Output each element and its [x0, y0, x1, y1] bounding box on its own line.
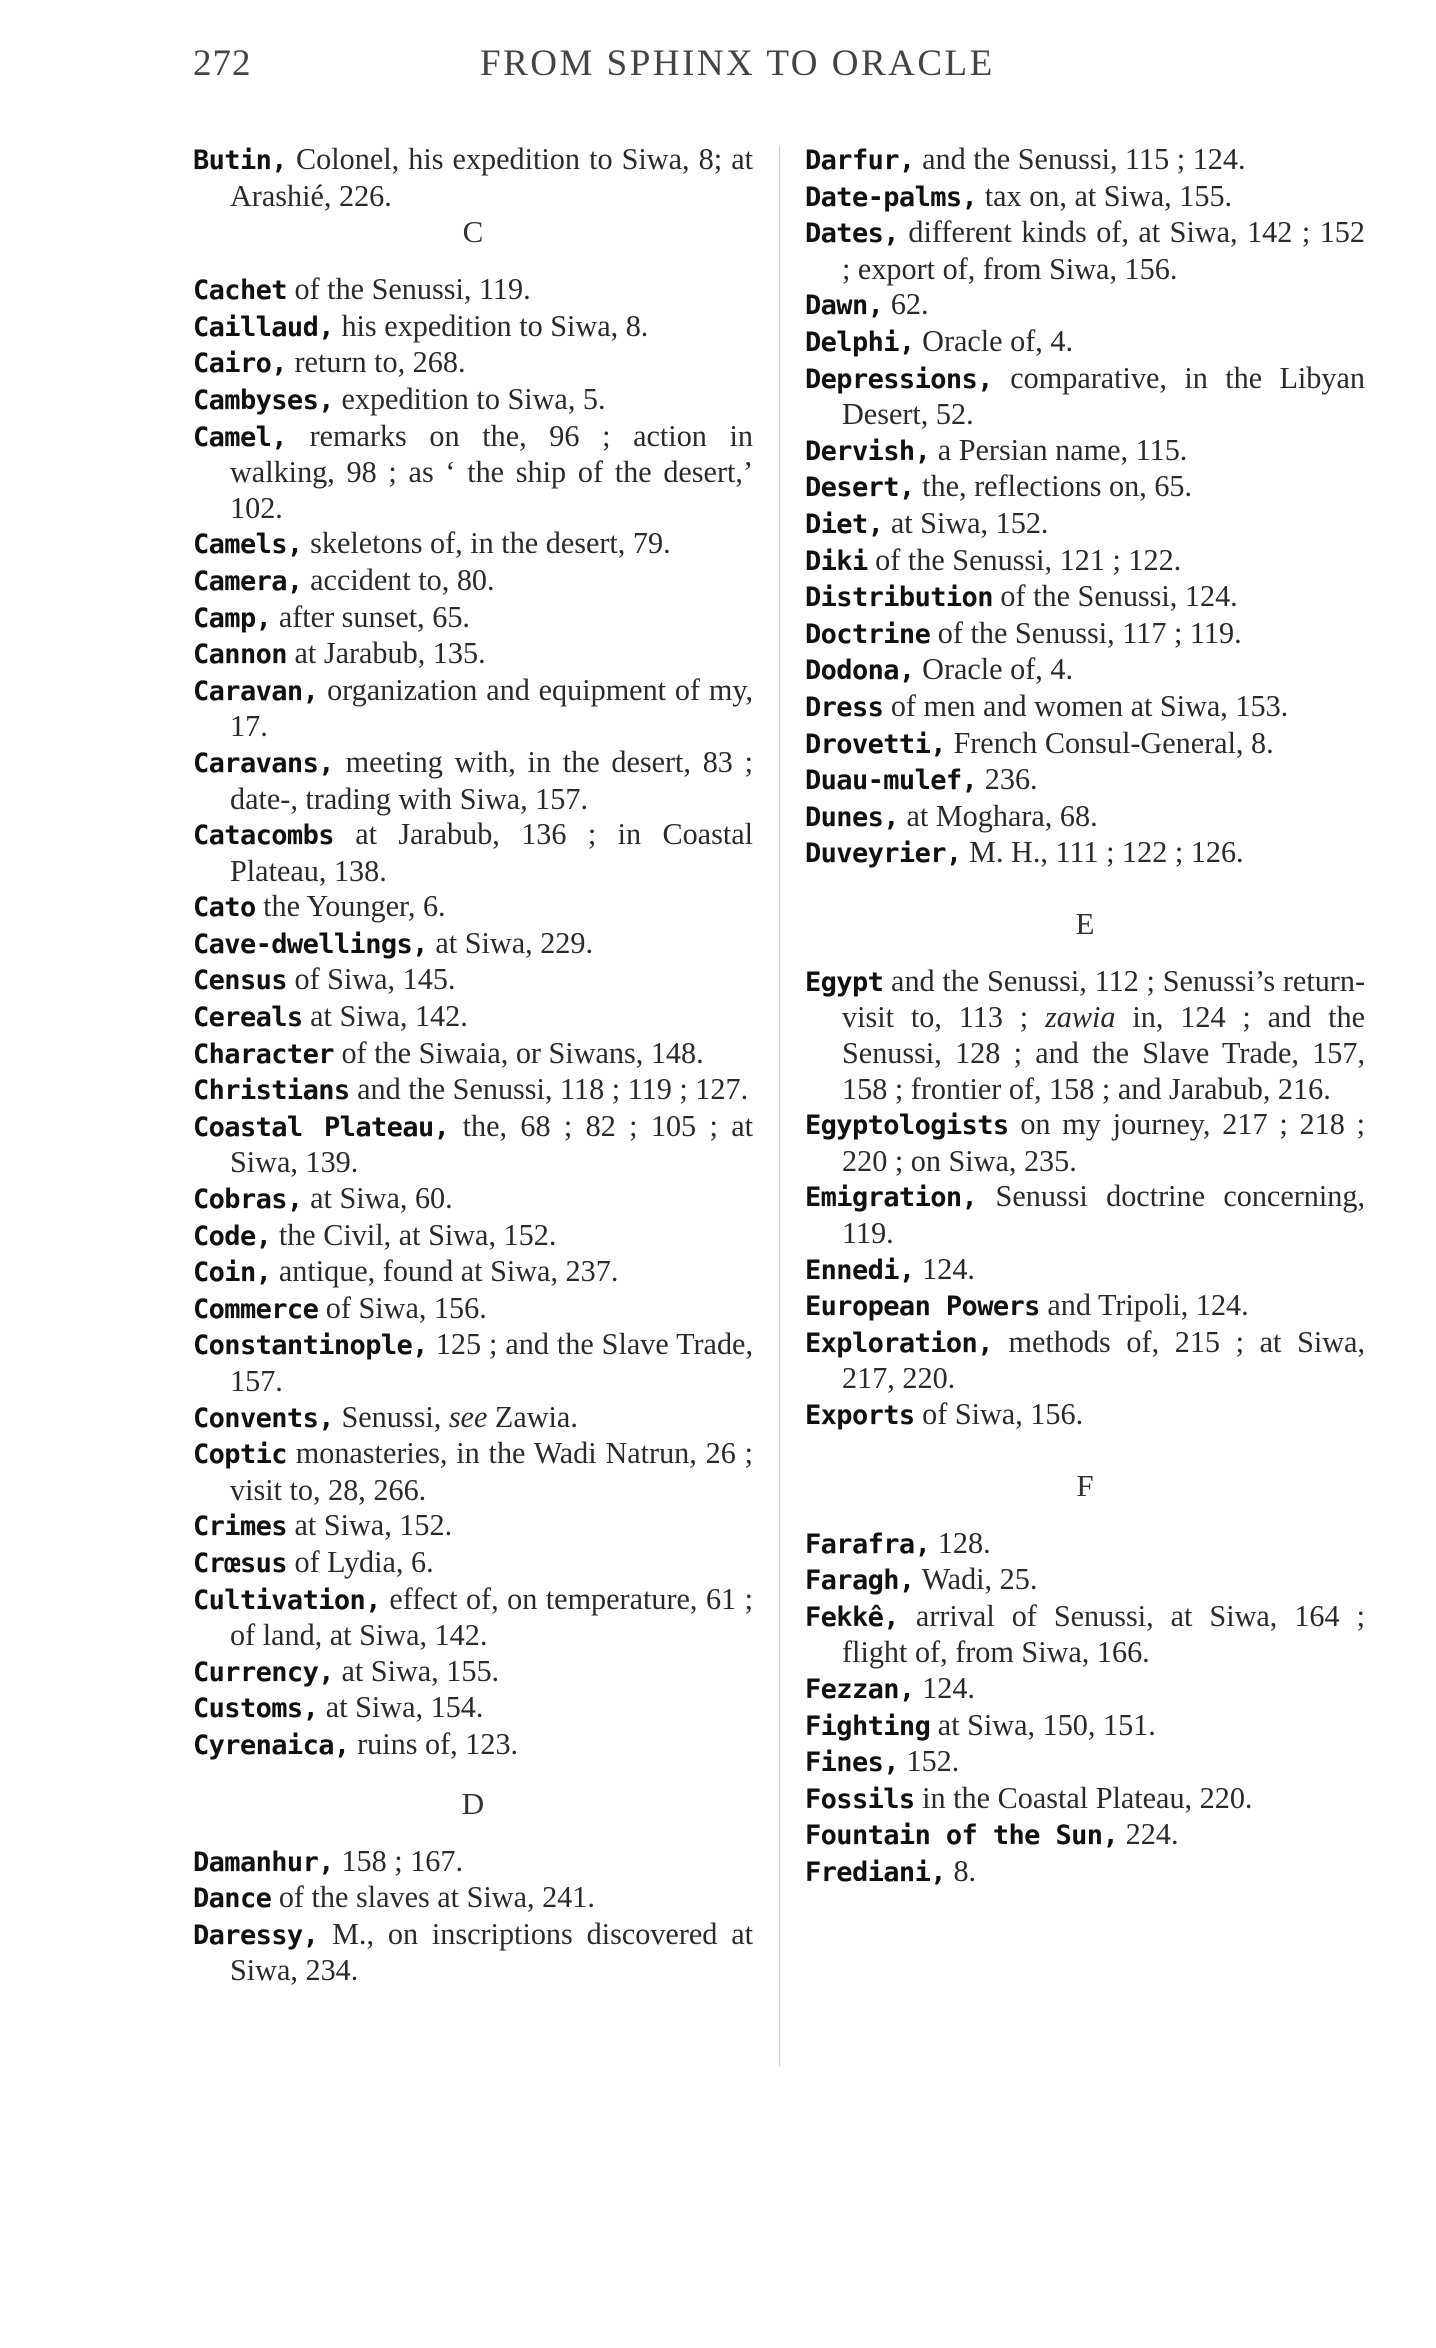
- index-references: Wadi, 25.: [914, 1562, 1038, 1597]
- index-entry: [193, 1436, 753, 1508]
- index-references: organization and equipment of my, 17.: [230, 672, 753, 744]
- index-term: Doctrine: [805, 618, 931, 650]
- index-entry: [193, 817, 753, 889]
- index-term: Customs,: [193, 1693, 319, 1725]
- index-entry: [193, 962, 753, 999]
- index-term: Dance: [193, 1883, 272, 1915]
- index-references: in the Coastal Plateau, 220.: [914, 1780, 1253, 1815]
- index-references: at Siwa, 152.: [286, 1508, 453, 1543]
- index-term: Cobras,: [193, 1184, 303, 1216]
- index-references: 124.: [914, 1670, 975, 1705]
- index-term: Constantinople,: [193, 1330, 428, 1362]
- index-entry: [193, 345, 753, 382]
- index-entry: [193, 636, 753, 673]
- index-term: Delphi,: [805, 326, 915, 358]
- index-term: Cultivation,: [193, 1584, 381, 1616]
- index-references: and the Senussi, 118 ; 119 ; 127.: [349, 1072, 749, 1107]
- index-entry: [193, 1844, 753, 1881]
- index-references: of the Siwaia, or Siwans, 148.: [333, 1035, 704, 1070]
- column-divider: [779, 146, 780, 2066]
- index-entry: [805, 361, 1365, 433]
- running-title: FROM SPHINX TO ORACLE: [480, 43, 995, 84]
- index-entry: [805, 1325, 1365, 1397]
- index-term: Dress: [805, 691, 884, 723]
- index-references: Senussi,: [333, 1399, 449, 1434]
- index-references: 152.: [898, 1744, 960, 1779]
- index-term: Coastal Plateau,: [193, 1111, 450, 1143]
- index-entry: [805, 1179, 1365, 1251]
- index-references: of the Senussi, 117 ; 119.: [930, 615, 1242, 650]
- index-term: Daressy,: [193, 1919, 319, 1951]
- index-references: Colonel, his expedition to Siwa, 8; at Arashié, 226.: [230, 142, 753, 213]
- index-term: Coptic: [193, 1439, 287, 1471]
- index-term: Drovetti,: [805, 728, 946, 760]
- index-term: Christians: [193, 1075, 350, 1107]
- index-term: European Powers: [805, 1291, 1040, 1323]
- index-entry: [805, 469, 1365, 506]
- index-references: at Siwa, 152.: [883, 505, 1049, 540]
- index-entry: [805, 616, 1365, 653]
- index-references: of Siwa, 156.: [318, 1290, 487, 1325]
- index-term: Egypt: [805, 966, 884, 998]
- index-term: Camera,: [193, 565, 303, 597]
- index-term: Duau-mulef,: [805, 765, 978, 797]
- index-references: of the Senussi, 124.: [992, 579, 1238, 614]
- index-entry: [805, 1744, 1365, 1781]
- index-term: Dodona,: [805, 655, 915, 687]
- index-references: remarks on the, 96 ; action in walking, 98 ; as ‘ the ship of the desert,’ 102.: [230, 418, 753, 525]
- index-term: Cave-dwellings,: [193, 928, 428, 960]
- zawia-word: zawia: [1045, 1000, 1116, 1035]
- index-references: at Siwa, 60.: [302, 1181, 453, 1216]
- index-term: Damanhur,: [193, 1846, 334, 1878]
- index-term: Currency,: [193, 1656, 334, 1688]
- index-term: Camels,: [193, 529, 303, 561]
- index-references: expedition to Siwa, 5.: [333, 381, 606, 416]
- index-references: 125 ; and the Slave Trade, 157.: [230, 1327, 753, 1398]
- index-references: at Jarabub, 135.: [286, 636, 486, 671]
- index-entry: [193, 999, 753, 1036]
- index-references: French Consul-General, 8.: [945, 725, 1274, 760]
- index-references: meeting with, in the desert, 83 ; date-, trading with Siwa, 157.: [230, 744, 753, 816]
- index-entry: [805, 1562, 1365, 1599]
- index-term: Emigration,: [805, 1182, 978, 1214]
- index-entry: [805, 1107, 1365, 1179]
- index-term: Fighting: [805, 1710, 931, 1742]
- index-references: ruins of, 123.: [349, 1726, 519, 1761]
- index-references: return to, 268.: [286, 345, 466, 380]
- index-entry: [805, 215, 1365, 287]
- index-entry: [805, 506, 1365, 543]
- index-references: of men and women at Siwa, 153.: [883, 688, 1289, 723]
- index-entry: [193, 926, 753, 963]
- index-term: Cachet: [193, 275, 287, 307]
- index-entry: [805, 1671, 1365, 1708]
- index-entry: [805, 142, 1365, 179]
- index-entry: [805, 1817, 1365, 1854]
- index-references: 124.: [914, 1251, 975, 1286]
- index-entry: [193, 309, 753, 346]
- index-references: 224.: [1118, 1817, 1179, 1852]
- index-references: 62.: [883, 287, 929, 322]
- index-entry: [805, 324, 1365, 361]
- index-references: on my journey, 217 ; 218 ; 220 ; on Siwa, 235.: [842, 1107, 1365, 1178]
- index-references: antique, found at Siwa, 237.: [271, 1254, 619, 1289]
- index-term: Cairo,: [193, 348, 287, 380]
- index-entry: [805, 1252, 1365, 1289]
- index-term: Distribution: [805, 582, 993, 614]
- index-term: Commerce: [193, 1293, 319, 1325]
- section-letter-e: E: [1075, 905, 1095, 941]
- index-term: Dervish,: [805, 435, 931, 467]
- index-term: Fezzan,: [805, 1673, 915, 1705]
- index-references: of the slaves at Siwa, 241.: [271, 1880, 595, 1915]
- index-entry: [193, 1036, 753, 1073]
- index-entry: [805, 579, 1365, 616]
- index-term: Depressions,: [805, 363, 993, 395]
- index-entry: [193, 673, 753, 745]
- index-entry: [193, 1291, 753, 1328]
- index-references: Oracle of, 4.: [914, 652, 1074, 687]
- index-term: Fines,: [805, 1747, 899, 1779]
- page-number: 272: [193, 43, 252, 84]
- index-references: of Siwa, 156.: [914, 1397, 1084, 1431]
- index-entry: [193, 142, 753, 214]
- index-term: Cannon: [193, 639, 287, 671]
- index-term: Cato: [193, 892, 256, 924]
- index-references: a Persian name, 115.: [930, 432, 1188, 467]
- index-references: tax on, at Siwa, 155.: [977, 178, 1233, 213]
- section-letter-d: D: [461, 1785, 485, 1821]
- section-letter-c: C: [462, 214, 484, 250]
- index-references: methods of, 215 ; at Siwa, 217, 220.: [842, 1324, 1365, 1396]
- index-term: Dunes,: [805, 801, 899, 833]
- index-entry: [805, 1526, 1365, 1563]
- index-term: Camel,: [193, 421, 287, 453]
- index-term: Exports: [805, 1400, 915, 1431]
- index-entry: [805, 1708, 1365, 1745]
- index-references: at Siwa, 142.: [302, 999, 468, 1034]
- index-term: Ennedi,: [805, 1254, 915, 1286]
- index-term: Catacombs: [193, 820, 334, 852]
- index-references: Senussi doctrine concerning, 119.: [842, 1179, 1365, 1251]
- index-term: Coin,: [193, 1257, 272, 1289]
- index-references: of Lydia, 6.: [286, 1544, 434, 1579]
- index-entry: [193, 1218, 753, 1255]
- index-references: monasteries, in the Wadi Natrun, 26 ; visit to, 28, 266.: [230, 1436, 753, 1507]
- index-term: Frediani,: [805, 1856, 946, 1888]
- index-references: skeletons of, in the desert, 79.: [302, 526, 671, 561]
- index-references: his expedition to Siwa, 8.: [333, 308, 649, 343]
- index-term: Cyrenaica,: [193, 1729, 350, 1761]
- index-term: Dawn,: [805, 290, 884, 322]
- index-references: M. H., 111 ; 122 ; 126.: [961, 835, 1244, 870]
- index-entry: [805, 652, 1365, 689]
- index-entry: [805, 762, 1365, 799]
- index-references: and Tripoli, 124.: [1039, 1288, 1249, 1323]
- index-term: Character: [193, 1038, 334, 1070]
- index-references: 158 ; 167.: [333, 1843, 464, 1878]
- index-references: at Jarabub, 136 ; in Coastal Plateau, 138.: [230, 817, 753, 888]
- index-references: 128.: [930, 1525, 991, 1560]
- index-term: Cambyses,: [193, 384, 334, 416]
- index-entry: [805, 689, 1365, 726]
- index-entry: [193, 1181, 753, 1218]
- index-references: the Younger, 6.: [255, 889, 446, 924]
- index-entry: [805, 726, 1365, 763]
- index-term: Exploration,: [805, 1327, 993, 1359]
- index-references: the Civil, at Siwa, 152.: [271, 1217, 557, 1252]
- index-references: after sunset, 65.: [271, 599, 470, 634]
- index-entry: [193, 1508, 753, 1545]
- index-entry: [805, 433, 1365, 470]
- index-references: at Siwa, 150, 151.: [930, 1707, 1156, 1742]
- index-references: of the Senussi, 119.: [286, 272, 531, 307]
- index-term: Cereals: [193, 1002, 303, 1034]
- index-entry: [805, 1854, 1365, 1891]
- index-references: and the Senussi, 112 ; Senussi’s return-visit to, 113 ;: [842, 963, 1365, 1035]
- index-term: Crœsus: [193, 1547, 287, 1579]
- index-term: Convents,: [193, 1402, 334, 1434]
- index-term: Darfur,: [805, 145, 915, 176]
- index-term: Dates,: [805, 218, 899, 250]
- index-entry: [193, 745, 753, 817]
- index-entry: [193, 1880, 753, 1917]
- index-column-left: [193, 142, 753, 1989]
- index-references: the, 68 ; 82 ; 105 ; at Siwa, 139.: [230, 1108, 753, 1180]
- index-entry: [193, 1545, 753, 1582]
- index-term: Fekkê,: [805, 1601, 899, 1633]
- index-references: arrival of Senussi, at Siwa, 164 ; flight of, from Siwa, 166.: [842, 1598, 1365, 1670]
- index-references: of Siwa, 145.: [286, 962, 456, 997]
- index-entry: [805, 1599, 1365, 1671]
- index-term: Code,: [193, 1220, 272, 1252]
- index-entry: [193, 526, 753, 563]
- index-term: Egyptologists: [805, 1110, 1009, 1142]
- section-letter-f: F: [1076, 1467, 1094, 1503]
- index-references: Oracle of, 4.: [914, 323, 1074, 358]
- index-references: at Moghara, 68.: [898, 798, 1098, 833]
- index-entry: [805, 543, 1365, 580]
- index-references: the, reflections on, 65.: [914, 469, 1193, 504]
- index-entry: [193, 382, 753, 419]
- index-entry: [805, 1397, 1365, 1434]
- index-entry: [193, 1254, 753, 1291]
- index-term: Faragh,: [805, 1565, 915, 1597]
- index-references: accident to, 80.: [302, 562, 495, 597]
- index-entry: [193, 889, 753, 926]
- index-term: Caillaud,: [193, 311, 334, 343]
- index-term: Desert,: [805, 472, 915, 504]
- index-entry: [193, 1072, 753, 1109]
- index-entry: [193, 563, 753, 600]
- index-column-right: [805, 142, 1365, 1891]
- index-term: Duveyrier,: [805, 838, 962, 870]
- index-references: at Siwa, 154.: [318, 1690, 484, 1725]
- index-term: Caravan,: [193, 675, 319, 707]
- index-entry: [193, 272, 753, 309]
- index-references: in, 124 ; and the Senussi, 128 ; and the Slave Trade, 157, 158 ; frontier of, 158 ; and Jarabub, 216.: [842, 1000, 1366, 1106]
- index-entry: [193, 1917, 753, 1989]
- index-entry: [193, 1327, 753, 1399]
- index-references: 8.: [945, 1853, 977, 1888]
- index-references: at Siwa, 229.: [427, 925, 594, 960]
- index-references: at Siwa, 155.: [333, 1653, 500, 1688]
- index-references: and the Senussi, 115 ; 124.: [914, 142, 1246, 176]
- index-term: Date-palms,: [805, 181, 978, 213]
- index-term: Caravans,: [193, 747, 334, 779]
- index-references: effect of, on temperature, 61 ; of land, at Siwa, 142.: [230, 1581, 753, 1653]
- index-entry: [193, 1727, 753, 1764]
- index-entry: [805, 179, 1365, 216]
- page-header: [0, 42, 1436, 98]
- index-term: Diki: [805, 545, 868, 577]
- index-entry: [805, 287, 1365, 324]
- index-term: Butin,: [193, 145, 287, 176]
- index-term: Fountain of the Sun,: [805, 1820, 1119, 1852]
- index-term: Camp,: [193, 602, 272, 634]
- index-entry: [193, 1654, 753, 1691]
- index-term: Diet,: [805, 508, 884, 540]
- index-references: comparative, in the Libyan Desert, 52.: [842, 360, 1365, 432]
- index-entry: [193, 1690, 753, 1727]
- index-term: Farafra,: [805, 1528, 931, 1560]
- index-term: Crimes: [193, 1511, 287, 1543]
- index-references: M., on inscriptions discovered at Siwa, 234.: [230, 1916, 753, 1988]
- index-entry: [193, 1582, 753, 1654]
- see-reference: see: [448, 1399, 488, 1434]
- index-entry: [193, 1109, 753, 1181]
- index-term: Census: [193, 965, 287, 997]
- index-entry: [805, 964, 1365, 1107]
- index-references: Zawia.: [487, 1399, 578, 1434]
- index-references: 236.: [977, 762, 1038, 797]
- index-entry: [193, 1400, 753, 1437]
- index-term: Fossils: [805, 1783, 915, 1815]
- index-entry: [805, 799, 1365, 836]
- index-entry: [193, 419, 753, 527]
- index-entry: [805, 1781, 1365, 1818]
- index-entry: [805, 835, 1365, 872]
- index-references: of the Senussi, 121 ; 122.: [867, 542, 1182, 577]
- index-entry: [805, 1288, 1365, 1325]
- index-entry: [193, 600, 753, 637]
- index-references: different kinds of, at Siwa, 142 ; 152 ; export of, from Siwa, 156.: [842, 215, 1365, 286]
